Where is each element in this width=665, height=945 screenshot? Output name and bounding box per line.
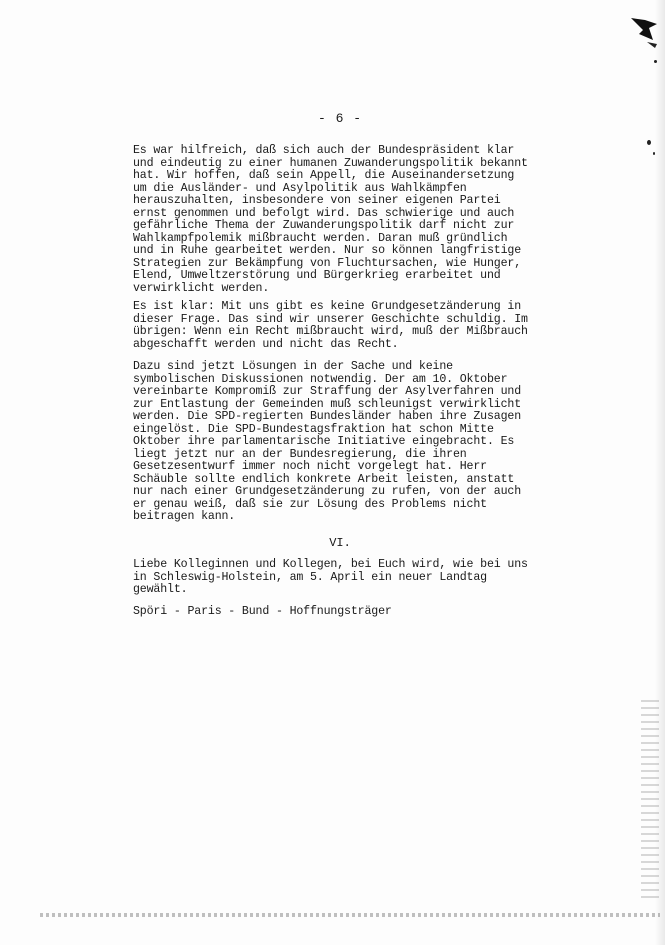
paragraph-hoffnungstraeger: Spöri - Paris - Bund - Hoffnungsträger (133, 605, 392, 618)
scan-artifact-icon (627, 10, 661, 50)
scan-side-noise (641, 700, 659, 900)
scan-speck (647, 140, 651, 145)
paragraph-bundespraesident: Es war hilfreich, daß sich auch der Bundespräsident klar und eindeutig zu einer humanen Zuwanderungspolitik bekannt hat. Wir hoffen, daß sein Appell, die Auseinandersetzung um die Ausländer- und Asylpolitik aus Wahlkämpfen herauszuhalten, insbesondere von seiner eigenen Partei ernst genommen und befolgt wird. Das schwierige und auch gefährliche Thema der Zuwanderungspolitik darf nicht zur Wahlkampfpolemik mißbraucht werden. Daran muß gründlich und in Ruhe gearbeitet werden. Nur so können langfristige Strategien zur Bekämpfung von Fluchtursachen, wie Hunger, Elend, Umweltzerstörung und Bürgerkrieg erarbeitet und verwirklicht werden. (133, 144, 528, 295)
paragraph-loesungen: Dazu sind jetzt Lösungen in der Sache und keine symbolischen Diskussionen notwendig. Der am 10. Oktober vereinbarte Kompromiß zur Straffung der Asylverfahren und zur Entlastung der Gemeinden muß schleunigst verwirklicht werden. Die SPD-regierten Bundesländer haben ihre Zusagen eingelöst. Die SPD-Bundestagsfraktion hat schon Mitte Oktober ihre parlamentarische Initiative eingebracht. Es liegt jetzt nur an der Bundesregierung, die ihren Gesetzesentwurf immer noch nicht vorgelegt hat. Herr Schäuble sollte endlich konkrete Arbeit leisten, anstatt nur nach einer Grundgesetzänderung zu rufen, von der auch er genau weiß, daß sie zur Lösung des Problems nicht beitragen kann. (133, 360, 522, 523)
scan-bottom-edge (40, 913, 660, 917)
page-number: - 6 - (317, 111, 362, 126)
paragraph-grundgesetz: Es ist klar: Mit uns gibt es keine Grundgesetzänderung in dieser Frage. Das sind wir unserer Geschichte schuldig. Im übrigen: Wenn ein Recht mißbraucht wird, muß der Mißbrauch abgeschafft werden und nicht das Recht. (133, 300, 528, 351)
scan-speck (653, 152, 655, 155)
paragraph-landtag: Liebe Kolleginnen und Kollegen, bei Euch wird, wie bei uns in Schleswig-Holstein, am 5. April ein neuer Landtag gewählt. (133, 558, 528, 596)
section-heading: VI. (329, 536, 351, 550)
scan-speck (654, 60, 657, 63)
